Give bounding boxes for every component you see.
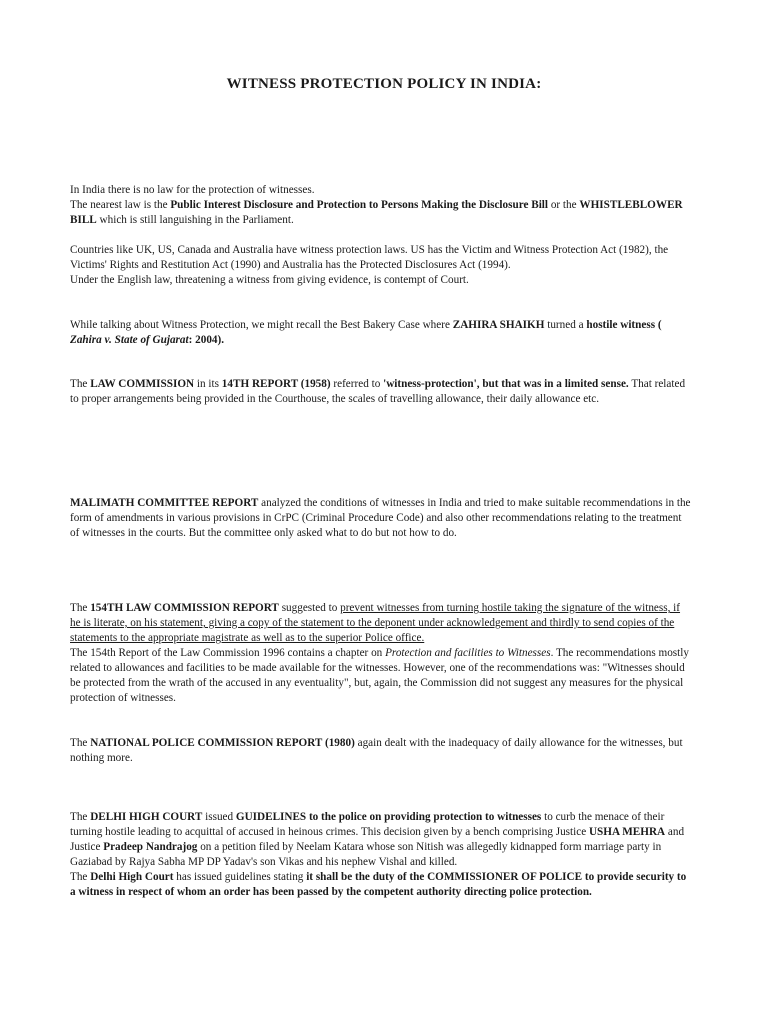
text: Under the English law, threatening a witness from giving evidence, is contempt of Court. [70, 274, 469, 286]
text: While talking about Witness Protection, we might recall the Best Bakery Case where [70, 319, 453, 331]
paragraph-law-commission [70, 377, 692, 407]
delhi-high-court: DELHI HIGH COURT [90, 811, 203, 823]
text: suggested to [278, 602, 341, 614]
law-commission: LAW COMMISSION [90, 378, 195, 390]
underlined-suggestion: prevent witnesses from turning hostile taking the signature of the witness, if he is literate, on his statement, giving a copy of the statement to the deponent under acknowledgement and thirdly to send copies of the statements to the appropriate magistrate as well as to the superior Police office. [70, 602, 681, 644]
chapter-name: Protection and facilities to Witnesses [385, 647, 551, 659]
text: on a petition filed by Neelam Katara whose son Nitish was allegedly kidnapped form marriage party in Gaziabad by Rajya Sabha MP DP Yadav's son Vikas and his nephew Vishal and killed. [70, 841, 662, 868]
bill-name: Public Interest Disclosure and Protection to Persons Making the Disclosure Bill [170, 199, 549, 211]
paragraph-national-police [70, 736, 692, 766]
text: The 154th Report of the Law Commission 1996 contains a chapter on [70, 647, 386, 659]
text: again dealt with the inadequacy of daily allowance for the witnesses, but nothing more. [70, 737, 683, 764]
national-police-report: NATIONAL POLICE COMMISSION REPORT (1980) [90, 737, 355, 749]
document-title: WITNESS PROTECTION POLICY IN INDIA: [226, 76, 542, 92]
text: referred to [330, 378, 384, 390]
154th-report: 154TH LAW COMMISSION REPORT [90, 602, 279, 614]
text: or the [548, 199, 580, 211]
text: That related to proper arrangements being provided in the Courthouse, the scales of travelling allowance, their daily allowance etc. [70, 378, 686, 405]
delhi-high-court-2: Delhi High Court [90, 871, 174, 883]
text: has issued guidelines stating [173, 871, 307, 883]
zahira-shaikh: ZAHIRA SHAIKH [452, 319, 545, 331]
paragraph-154th-report [70, 601, 692, 706]
pradeep-nandrajog: Pradeep Nandrajog [103, 841, 198, 853]
paragraph-malimath [70, 496, 692, 541]
text: The [70, 602, 91, 614]
paragraph-delhi-high-court [70, 810, 692, 900]
paragraph-best-bakery [70, 318, 692, 348]
text: The [70, 871, 91, 883]
paragraph-no-law [70, 183, 692, 228]
text: The [70, 378, 91, 390]
text: . The recommendations mostly related to allowances and facilities to be made available for the witnesses. However, one of the recommendations was: "Witnesses should be protected from the wrath of the accused in any eventuality", but, again, the Commission did not suggest any measures for the physical protection of witnesses. [70, 647, 689, 704]
paragraph-countries [70, 243, 692, 288]
text: and Justice [70, 826, 685, 853]
malimath-committee: MALIMATH COMMITTEE REPORT [70, 497, 259, 509]
whistleblower-bill: WHISTLEBLOWER BILL [70, 199, 683, 226]
14th-report: 14TH REPORT (1958) [221, 378, 331, 390]
text: The [70, 737, 91, 749]
hostile-witness: hostile witness ( [586, 319, 662, 331]
text: to curb the menace of their turning hostile leading to acquittal of accused in heinous crimes. This decision given by a bench comprising Justice [70, 811, 665, 838]
text: The [70, 811, 91, 823]
usha-mehra: USHA MEHRA [588, 826, 666, 838]
text: Countries like UK, US, Canada and Australia have witness protection laws. US has the Victim and Witness Protection Act (1982), the Victims' Rights and Restitution Act (1990) and Australia has the Protected Disclosures Act (1994). [70, 244, 669, 271]
text: issued [202, 811, 236, 823]
text: analyzed the conditions of witnesses in India and tried to make suitable recommendations in the form of amendments in various provisions in CrPC (Criminal Procedure Code) and also other recommendations relating to the treatment of witnesses in the courts. But the committee only asked what to do but not how to do. [70, 497, 691, 539]
text: in its [194, 378, 222, 390]
witness-protection-quote: 'witness-protection', but that was in a limited sense. [383, 378, 629, 390]
commissioner-duty: it shall be the duty of the COMMISSIONER OF POLICE to provide security to a witness in respect of whom an order has been passed by the competent authority directing police protection. [70, 871, 687, 898]
case-year: : 2004). [188, 334, 225, 346]
text: In India there is no law for the protection of witnesses. [70, 184, 315, 196]
text: turned a [544, 319, 587, 331]
text: The nearest law is the [70, 199, 171, 211]
case-citation: Zahira v. State of Gujarat [70, 334, 189, 346]
text: which is still languishing in the Parliament. [96, 214, 294, 226]
guidelines: GUIDELINES to the police on providing protection to witnesses [235, 811, 542, 823]
